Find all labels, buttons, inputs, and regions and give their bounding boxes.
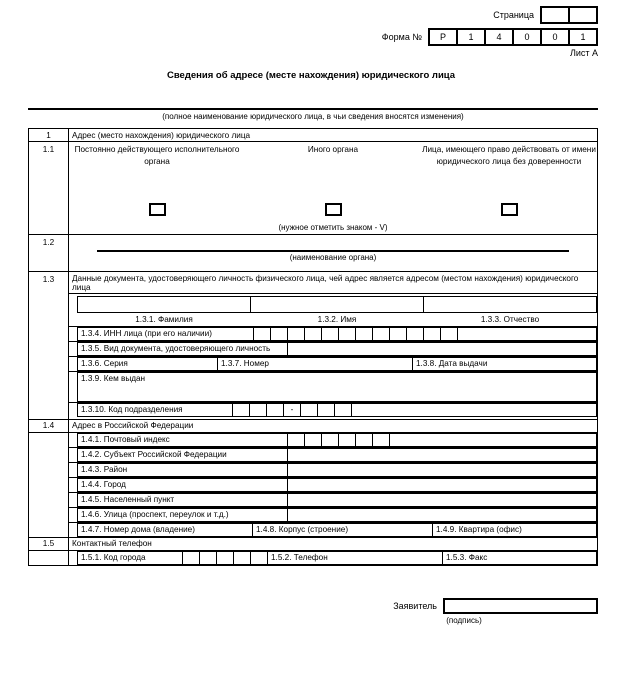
postal-digit[interactable]: [288, 433, 305, 446]
page-number-cell[interactable]: [570, 8, 596, 22]
table-row: [78, 551, 597, 564]
phone-table: [77, 551, 597, 565]
table-row: [78, 327, 597, 340]
table-row: [29, 550, 598, 565]
postal-digit[interactable]: [322, 433, 339, 446]
field-input-issued-by[interactable]: [78, 385, 597, 401]
table-row: [29, 522, 598, 537]
section-number-1: 1: [29, 129, 69, 142]
subdivision-code-dash: -: [284, 403, 301, 416]
spacer-cell: [29, 522, 69, 537]
spacer-cell: [29, 294, 69, 327]
street-table: [77, 508, 597, 522]
spacer-cell: [29, 371, 69, 402]
field-label-house-number[interactable]: 1.4.7. Номер дома (владение): [78, 523, 253, 536]
table-row: [78, 342, 597, 355]
field-label-subdivision-code: 1.3.10. Код подразделения: [78, 403, 233, 416]
subdivision-code-table: [77, 403, 597, 417]
section-number-1-1: 1.1: [29, 142, 69, 235]
city-code-digit[interactable]: [234, 551, 251, 564]
table-row: [29, 537, 598, 550]
issued-by-table: [77, 372, 597, 402]
spacer-cell: [29, 550, 69, 565]
inn-digit[interactable]: [356, 327, 373, 340]
spacer-cell: [29, 432, 69, 447]
organ-name-input[interactable]: [97, 241, 569, 252]
spacer-cell: [29, 507, 69, 522]
table-row: [29, 356, 598, 371]
organ-name-block: [69, 235, 597, 271]
field-label-city-code: 1.5.1. Код города: [78, 551, 183, 564]
subdivision-digit[interactable]: [233, 403, 250, 416]
table-row: [78, 433, 597, 446]
inn-digit[interactable]: [441, 327, 458, 340]
inn-digit[interactable]: [390, 327, 407, 340]
city-code-digit[interactable]: [251, 551, 268, 564]
region-block: [69, 447, 598, 462]
table-row: [78, 448, 597, 461]
table-row: [78, 403, 597, 416]
field-label-issue-date[interactable]: 1.3.8. Дата выдачи: [413, 357, 597, 370]
form-table: [28, 128, 598, 566]
inn-digit[interactable]: [288, 327, 305, 340]
spacer-cell: [29, 477, 69, 492]
locality-table: [77, 493, 597, 507]
table-row: [78, 385, 597, 401]
field-label-fax[interactable]: 1.5.3. Факс: [443, 551, 597, 564]
city-code-digit[interactable]: [200, 551, 217, 564]
district-block: [69, 462, 598, 477]
field-input-district[interactable]: [288, 463, 597, 476]
checkbox-cell: [69, 203, 245, 216]
table-row: [29, 235, 598, 272]
form-header: [268, 6, 598, 50]
inn-digit[interactable]: [424, 327, 441, 340]
table-row: [78, 478, 597, 491]
field-label-locality: 1.4.5. Населенный пункт: [78, 493, 288, 506]
checkbox-authorized-person[interactable]: [501, 203, 518, 216]
field-input-region[interactable]: [288, 448, 597, 461]
table-row: [78, 523, 597, 536]
entity-name-input[interactable]: [28, 98, 598, 110]
checkbox-executive-body[interactable]: [149, 203, 166, 216]
field-label-building[interactable]: 1.4.8. Корпус (строение): [253, 523, 433, 536]
field-input-city[interactable]: [288, 478, 597, 491]
field-label-inn: 1.3.4. ИНН лица (при его наличии): [78, 327, 254, 340]
address-type-checkboxes: [69, 203, 597, 216]
house-table: [77, 523, 597, 537]
name-fields-table: [77, 296, 597, 326]
inn-digit[interactable]: [254, 327, 271, 340]
section-1-1-body: [69, 142, 598, 235]
spacer-cell: [29, 462, 69, 477]
entity-name-block: [28, 98, 598, 121]
field-label-region: 1.4.2. Субъект Российской Федерации: [78, 448, 288, 461]
city-block: [69, 477, 598, 492]
section-number-1-4: 1.4: [29, 419, 69, 432]
page-number-boxes[interactable]: [540, 6, 598, 24]
table-row: [78, 463, 597, 476]
spacer-cell: [29, 402, 69, 419]
page-number-row: [268, 6, 598, 24]
subdivision-digit[interactable]: [318, 403, 335, 416]
field-label-number[interactable]: 1.3.7. Номер: [218, 357, 413, 370]
section-label-1: Адрес (место нахождения) юридического лица: [69, 129, 598, 142]
field-label-street: 1.4.6. Улица (проспект, переулок и т.д.): [78, 508, 288, 521]
form-number-cell: Р: [430, 30, 458, 44]
doc-type-block: [69, 341, 598, 356]
postal-index-table: [77, 433, 597, 447]
checkbox-cell: [421, 203, 597, 216]
section-label-1-3: Данные документа, удостоверяющего личность физического лица, чей адрес является адресом (местом нахождения) юридического лица: [69, 272, 598, 294]
postal-digit[interactable]: [356, 433, 373, 446]
option-label-executive-body: Постоянно действующего исполнительного органа: [74, 145, 240, 166]
option-label-other-body: Иного органа: [307, 145, 359, 154]
doc-detail-block: [69, 356, 598, 371]
section-number-1-2: 1.2: [29, 235, 69, 272]
field-label-surname: 1.3.1. Фамилия: [135, 314, 193, 324]
field-label-doc-type: 1.3.5. Вид документа, удостоверяющего личность: [78, 342, 288, 355]
field-label-postal-index: 1.4.1. Почтовый индекс: [78, 433, 288, 446]
field-label-phone[interactable]: 1.5.2. Телефон: [268, 551, 443, 564]
table-row: [29, 142, 598, 235]
section-label-1-5: Контактный телефон: [69, 537, 598, 550]
field-label-city: 1.4.4. Город: [78, 478, 288, 491]
table-row: [29, 477, 598, 492]
subdivision-digit[interactable]: [250, 403, 267, 416]
form-number-row: [268, 28, 598, 46]
table-row: [29, 294, 598, 327]
city-table: [77, 478, 597, 492]
issued-by-block: [69, 371, 598, 402]
table-row: [78, 493, 597, 506]
field-input-patronymic[interactable]: [424, 297, 597, 313]
signature-input[interactable]: [443, 598, 598, 614]
region-table: [77, 448, 597, 462]
field-label-patronymic: 1.3.3. Отчество: [480, 314, 540, 324]
organ-name-caption: (наименование органа): [289, 253, 377, 262]
page-title: Сведения об адресе (месте нахождения) юридического лица: [166, 70, 456, 81]
field-label-district: 1.4.3. Район: [78, 463, 288, 476]
spacer-cell: [29, 356, 69, 371]
sheet-label: Лист А: [569, 48, 598, 58]
inn-digit[interactable]: [339, 327, 356, 340]
district-table: [77, 463, 597, 477]
phone-block: [69, 550, 598, 565]
table-row: [29, 447, 598, 462]
street-block: [69, 507, 598, 522]
subdivision-trailing-space: [352, 403, 597, 416]
inn-trailing-space: [458, 327, 597, 340]
field-label-issued-by: 1.3.9. Кем выдан: [78, 372, 597, 385]
applicant-row: [348, 598, 598, 614]
spacer-cell: [29, 492, 69, 507]
postal-digit[interactable]: [373, 433, 390, 446]
inn-digit[interactable]: [305, 327, 322, 340]
name-fields-block: [69, 294, 598, 327]
option-label-authorized-person: Лица, имеющего право действовать от имени юридического лица без доверенности: [422, 145, 596, 166]
table-row: [29, 341, 598, 356]
spacer-cell: [29, 326, 69, 341]
subdivision-digit[interactable]: [335, 403, 352, 416]
section-label-1-4: Адрес в Российской Федерации: [69, 419, 598, 432]
field-input-surname[interactable]: [78, 297, 251, 313]
inn-digit[interactable]: [373, 327, 390, 340]
form-number-cell: 1: [580, 32, 586, 42]
section-number-1-3: 1.3: [29, 272, 69, 294]
table-row: [29, 402, 598, 419]
table-row: [78, 508, 597, 521]
field-input-doc-type[interactable]: [288, 342, 597, 355]
subdivision-digit[interactable]: [267, 403, 284, 416]
subdivision-digit[interactable]: [301, 403, 318, 416]
signature-caption: (подпись): [446, 616, 482, 625]
postal-index-block: [69, 432, 598, 447]
inn-block: [69, 326, 598, 341]
form-number-cell: 1: [458, 30, 486, 44]
field-input-street[interactable]: [288, 508, 597, 521]
table-row: [29, 462, 598, 477]
postal-digit[interactable]: [305, 433, 322, 446]
address-type-options: [69, 142, 597, 234]
subdivision-code-block: [69, 402, 598, 419]
address-type-labels: [69, 142, 597, 168]
locality-block: [69, 492, 598, 507]
table-row: [29, 419, 598, 432]
signature-block: [348, 598, 598, 625]
inn-table: [77, 327, 597, 341]
table-row: [29, 507, 598, 522]
doc-type-table: [77, 342, 597, 356]
checkbox-cell: [245, 203, 421, 216]
field-input-locality[interactable]: [288, 493, 597, 506]
inn-digit[interactable]: [322, 327, 339, 340]
page-number-cell[interactable]: [542, 8, 570, 22]
table-row: [78, 357, 597, 370]
table-row: [78, 313, 597, 326]
inn-digit[interactable]: [271, 327, 288, 340]
page-number-label: Страница: [493, 10, 534, 20]
applicant-label: Заявитель: [393, 601, 437, 611]
form-number-boxes: [428, 28, 598, 46]
table-row: [29, 326, 598, 341]
table-row: [29, 129, 598, 142]
spacer-cell: [29, 447, 69, 462]
table-row: [78, 297, 597, 313]
postal-digit[interactable]: [339, 433, 356, 446]
spacer-cell: [29, 341, 69, 356]
field-label-apartment[interactable]: 1.4.9. Квартира (офис): [433, 523, 597, 536]
table-row: [29, 492, 598, 507]
house-block: [69, 522, 598, 537]
field-input-firstname[interactable]: [251, 297, 424, 313]
section-number-1-5: 1.5: [29, 537, 69, 550]
entity-name-caption: (полное наименование юридического лица, в чьи сведения вносятся изменения): [162, 112, 464, 121]
city-code-digit[interactable]: [217, 551, 234, 564]
table-row: [29, 371, 598, 402]
table-row: [29, 432, 598, 447]
checkbox-instruction-note: (нужное отметить знаком - V): [278, 223, 388, 232]
inn-digit[interactable]: [407, 327, 424, 340]
form-number-label: Форма №: [381, 32, 422, 42]
form-number-cell: 0: [514, 30, 542, 44]
field-label-series[interactable]: 1.3.6. Серия: [78, 357, 218, 370]
form-number-cell: 0: [542, 30, 570, 44]
postal-trailing-space: [390, 433, 597, 446]
checkbox-other-body[interactable]: [325, 203, 342, 216]
section-1-2-body: [69, 235, 598, 272]
table-row: [29, 272, 598, 294]
table-row: [78, 372, 597, 385]
doc-detail-table: [77, 357, 597, 371]
form-number-cell: 4: [486, 30, 514, 44]
city-code-digit[interactable]: [183, 551, 200, 564]
field-label-firstname: 1.3.2. Имя: [317, 314, 357, 324]
